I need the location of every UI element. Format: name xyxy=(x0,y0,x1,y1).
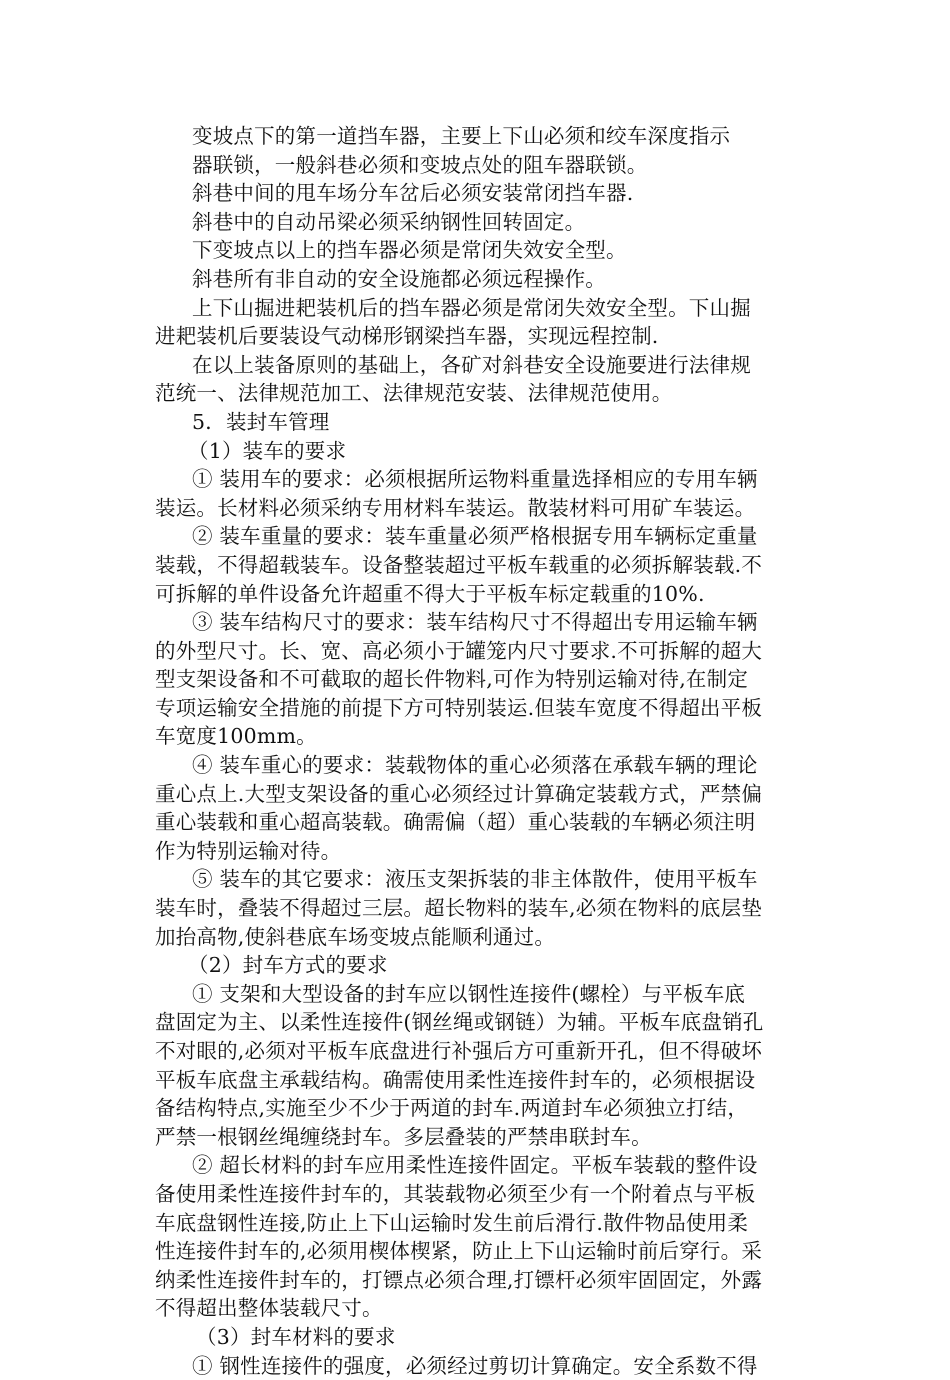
paragraph-line: 斜巷所有非自动的安全设施都必须远程操作。 xyxy=(192,266,606,291)
paragraph-line: 加抬高物,使斜巷底车场变坡点能顺利通过。 xyxy=(155,924,556,949)
body-text xyxy=(155,122,815,1380)
paragraph-line: 变坡点下的第一道挡车器，主要上下山必须和绞车深度指示 xyxy=(192,124,731,148)
paragraph-line: 装载，不得超载装车。设备整装超过平板车载重的必须拆解装载.不 xyxy=(155,552,763,577)
paragraph-line: 范统一、法律规范加工、法律规范安装、法律规范使用。 xyxy=(155,381,673,406)
paragraph-line: 重心装载和重心超高装载。确需偏（超）重心装载的车辆必须注明 xyxy=(155,810,756,835)
paragraph-line: ① 装用车的要求：必须根据所运物料重量选择相应的专用车辆 xyxy=(192,467,758,492)
paragraph-line: 可拆解的单件设备允许超重不得大于平板车标定载重的10%. xyxy=(155,581,705,606)
paragraph-line: ① 支架和大型设备的封车应以钢性连接件(螺栓）与平板车底 xyxy=(192,981,746,1006)
paragraph-line: 在以上装备原则的基础上，各矿对斜巷安全设施要进行法律规 xyxy=(192,352,751,377)
paragraph-line: 的外型尺寸。长、宽、高必须小于罐笼内尺寸要求.不可拆解的超大 xyxy=(155,638,763,663)
paragraph-line: 装运。长材料必须采纳专用材料车装运。散装材料可用矿车装运。 xyxy=(155,495,756,520)
paragraph-line: 备使用柔性连接件封车的，其装载物必须至少有一个附着点与平板 xyxy=(155,1181,756,1206)
paragraph-line: 作为特别运输对待。 xyxy=(155,838,342,863)
paragraph-line: 上下山掘进耙装机后的挡车器必须是常闭失效安全型。下山掘 xyxy=(192,295,751,320)
paragraph-line: 平板车底盘主承载结构。确需使用柔性连接件封车的，必须根据设 xyxy=(155,1067,756,1092)
paragraph-line: ⑤ 装车的其它要求：液压支架拆装的非主体散件，使用平板车 xyxy=(192,867,758,892)
paragraph-line: 斜巷中的自动吊梁必须采纳钢性回转固定。 xyxy=(192,209,586,234)
paragraph-line: 性连接件封车的,必须用楔体楔紧，防止上下山运输时前后穿行。采 xyxy=(155,1239,763,1264)
paragraph-line: 不得超出整体装载尺寸。 xyxy=(155,1296,383,1321)
paragraph-line: 专项运输安全措施的前提下方可特别装运.但装车宽度不得超出平板 xyxy=(155,695,763,720)
paragraph-line: 器联锁，一般斜巷必须和变坡点处的阻车器联锁。 xyxy=(192,152,648,177)
paragraph-line: ② 超长材料的封车应用柔性连接件固定。平板车装载的整件设 xyxy=(192,1153,758,1178)
paragraph-line: 备结构特点,实施至少不少于两道的封车.两道封车必须独立打结， xyxy=(155,1096,749,1121)
paragraph-line: 进耙装机后要装设气动梯形钢梁挡车器，实现远程控制. xyxy=(155,324,659,349)
subsection-heading: （1）装车的要求 xyxy=(188,438,347,463)
section-heading: 5．装封车管理 xyxy=(192,409,330,434)
paragraph-line: 车宽度100mm。 xyxy=(155,724,317,749)
paragraph-line: 下变坡点以上的挡车器必须是常闭失效安全型。 xyxy=(192,238,627,263)
paragraph-line: 不对眼的,必须对平板车底盘进行补强后方可重新开孔，但不得破坏 xyxy=(155,1039,763,1063)
paragraph-line: 车底盘钢性连接,防止上下山运输时发生前后滑行.散件物品使用柔 xyxy=(155,1210,749,1235)
paragraph-line: 严禁一根钢丝绳缠绕封车。多层叠装的严禁串联封车。 xyxy=(155,1124,652,1149)
subsection-heading: （2）封车方式的要求 xyxy=(188,953,388,978)
paragraph-line: 装车时，叠装不得超过三层。超长物料的装车,必须在物料的底层垫 xyxy=(155,896,763,921)
subsection-heading: （3）封车材料的要求 xyxy=(196,1324,396,1349)
paragraph-line: ① 钢性连接件的强度，必须经过剪切计算确定。安全系数不得 xyxy=(192,1353,758,1378)
paragraph-line: ④ 装车重心的要求：装载物体的重心必须落在承载车辆的理论 xyxy=(192,753,758,778)
paragraph-line: ③ 装车结构尺寸的要求：装车结构尺寸不得超出专用运输车辆 xyxy=(192,610,758,635)
paragraph-line: 纳柔性连接件封车的，打镖点必须合理,打镖杆必须牢固固定，外露 xyxy=(155,1267,763,1292)
paragraph-line: ② 装车重量的要求：装车重量必须严格根据专用车辆标定重量 xyxy=(192,524,758,549)
paragraph-line: 型支架设备和不可截取的超长件物料,可作为特别运输对待,在制定 xyxy=(155,667,749,692)
paragraph-line: 斜巷中间的甩车场分车岔后必须安装常闭挡车器. xyxy=(192,181,634,206)
paragraph-line: 盘固定为主、以柔性连接件(钢丝绳或钢链）为辅。平板车底盘销孔 xyxy=(155,1010,764,1035)
paragraph-line: 重心点上.大型支架设备的重心必须经过计算确定装载方式，严禁偏 xyxy=(155,781,763,806)
